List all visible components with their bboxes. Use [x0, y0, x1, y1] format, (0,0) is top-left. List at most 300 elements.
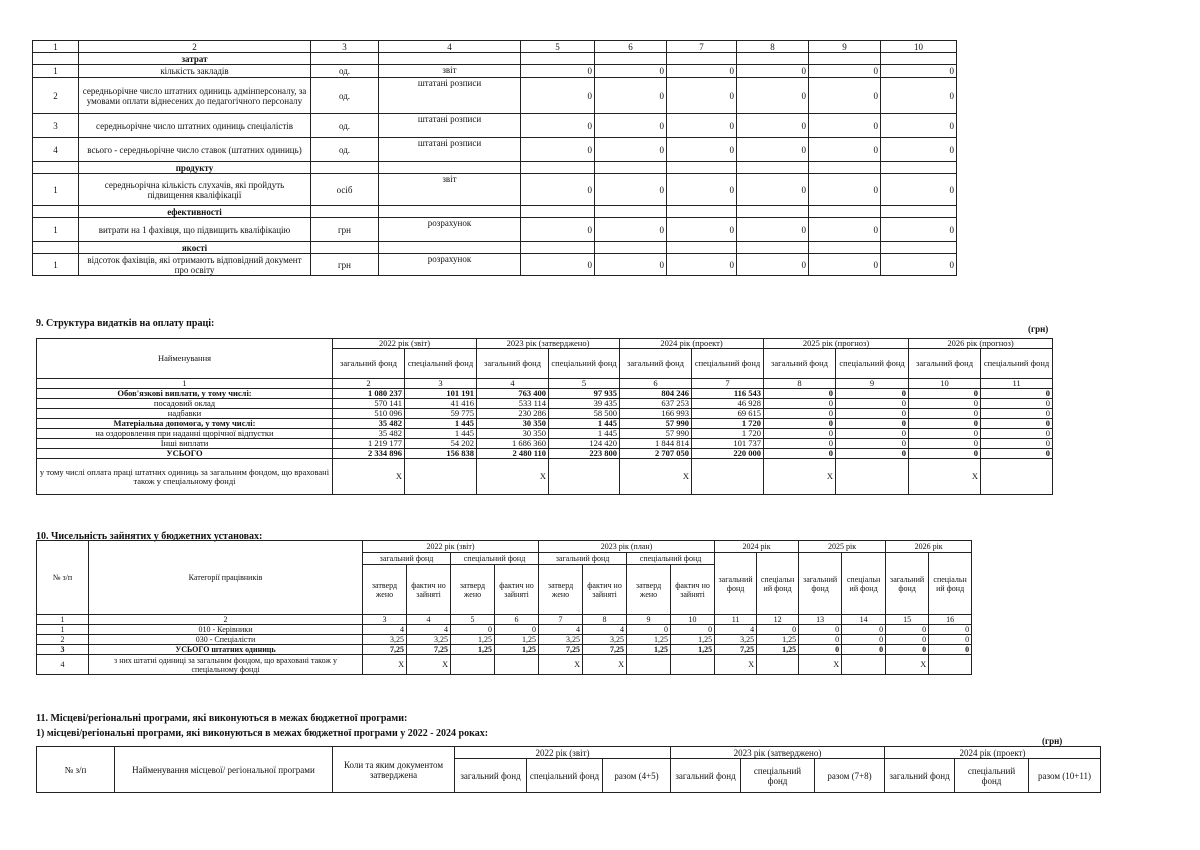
value-cell: 0 [667, 138, 737, 162]
staff-value: 0 [799, 625, 842, 635]
column-number: 13 [799, 615, 842, 625]
empty-cell [667, 53, 737, 65]
amount-cell: 0 [981, 399, 1053, 409]
year-header: 2026 рік [886, 541, 972, 553]
value-cell: 0 [521, 78, 595, 114]
column-number: 4 [407, 615, 451, 625]
staff-value: 0 [886, 645, 929, 655]
amount-cell: 1 219 177 [333, 439, 405, 449]
empty-cell [737, 206, 809, 218]
source: розрахунок [379, 254, 521, 276]
year-header: 2025 рік [799, 541, 886, 553]
mark-cell: X [333, 459, 405, 495]
fund-general-header: загальний фонд [671, 759, 741, 793]
empty-cell [737, 242, 809, 254]
fund-special-header: спеціальний фонд [741, 759, 815, 793]
indicator-name: всього - середньорічне число ставок (штатних одиниць) [79, 138, 311, 162]
staff-row [37, 655, 972, 675]
mark-cell: X [620, 459, 692, 495]
local-programs-table [36, 746, 1101, 793]
value-cell: 0 [809, 218, 881, 242]
mark-cell: X [764, 459, 836, 495]
fund-special-header: спеціальний фонд [981, 349, 1053, 379]
empty-cell [379, 242, 521, 254]
staff-category: 010 - Керівники [89, 625, 363, 635]
section-11-title: 11. Місцеві/регіональні програми, які виконуються в межах бюджетної програми: [36, 713, 408, 724]
staff-value: 0 [842, 635, 886, 645]
amount-cell: 46 928 [692, 399, 764, 409]
actual-header: фактич но зайняті [407, 565, 451, 615]
year-header: 2023 рік (затверджено) [671, 747, 885, 759]
salary-row [37, 439, 1053, 449]
salary-row [37, 409, 1053, 419]
indicator-row [33, 174, 957, 206]
salary-item-name: Матеріальна допомога, у тому числі: [37, 419, 333, 429]
salary-item-name: надбавки [37, 409, 333, 419]
indicators-table-body [33, 41, 957, 276]
sum-header: разом (4+5) [603, 759, 671, 793]
indicators-table [32, 40, 957, 276]
column-number: 11 [981, 379, 1053, 389]
actual-header: фактич но зайняті [495, 565, 539, 615]
column-number: 4 [477, 379, 549, 389]
name-header: Найменування [37, 339, 333, 379]
amount-cell: 1 720 [692, 419, 764, 429]
value-cell: 0 [521, 65, 595, 78]
value-cell: 0 [595, 254, 667, 276]
amount-cell: 0 [764, 419, 836, 429]
column-number: 2 [89, 615, 363, 625]
staff-value: 0 [842, 645, 886, 655]
staff-value: 4 [363, 625, 407, 635]
staff-value: X [886, 655, 929, 675]
amount-cell: 39 435 [549, 399, 620, 409]
unit: грн [311, 218, 379, 242]
header-row [33, 41, 957, 53]
salary-item-name: посадовий оклад [37, 399, 333, 409]
column-number: 2 [333, 379, 405, 389]
column-number: 2 [79, 41, 311, 53]
year-header: 2024 рік [715, 541, 799, 553]
row-number: 1 [33, 218, 79, 242]
staff-value [842, 655, 886, 675]
value-cell: 0 [809, 78, 881, 114]
document-header: Коли та яким документом затверджена [333, 747, 455, 793]
fund-general-header: загальний фонд [333, 349, 405, 379]
staff-value: 1,25 [495, 635, 539, 645]
amount-cell: 0 [764, 439, 836, 449]
empty-cell [881, 162, 957, 174]
gen-fund-short: загальний фонд [715, 553, 757, 615]
column-number: 8 [583, 615, 627, 625]
mark-cell [981, 459, 1053, 495]
salary-item-name: УСЬОГО [37, 449, 333, 459]
source: звіт [379, 174, 521, 206]
year-header: 2025 рік (прогноз) [764, 339, 909, 349]
indicator-name: кількість закладів [79, 65, 311, 78]
empty-cell [595, 162, 667, 174]
value-cell: 0 [737, 174, 809, 206]
column-number: 8 [737, 41, 809, 53]
empty-cell [311, 242, 379, 254]
value-cell: 0 [737, 65, 809, 78]
staff-value: 0 [929, 635, 972, 645]
salary-row [37, 429, 1053, 439]
amount-cell: 637 253 [620, 399, 692, 409]
salary-structure-table [36, 338, 1053, 495]
amount-cell: 1 445 [405, 429, 477, 439]
value-cell: 0 [881, 218, 957, 242]
empty-cell [33, 53, 79, 65]
staff-value: 1,25 [757, 645, 799, 655]
amount-cell: 0 [981, 449, 1053, 459]
amount-cell: 156 838 [405, 449, 477, 459]
value-cell: 0 [881, 65, 957, 78]
section-header-row [33, 162, 957, 174]
fund-general-header: загальний фонд [455, 759, 527, 793]
salary-note-row [37, 459, 1053, 495]
amount-cell: 2 334 896 [333, 449, 405, 459]
column-number: 6 [620, 379, 692, 389]
staff-value [757, 655, 799, 675]
amount-cell: 0 [764, 399, 836, 409]
staff-table-body [37, 541, 972, 675]
value-cell: 0 [809, 138, 881, 162]
amount-cell: 0 [981, 389, 1053, 399]
fund-special-header: спеціальний фонд [692, 349, 764, 379]
sum-header: разом (10+11) [1029, 759, 1101, 793]
empty-cell [595, 242, 667, 254]
column-number: 6 [495, 615, 539, 625]
row-number: 2 [33, 78, 79, 114]
column-number: 12 [757, 615, 799, 625]
value-cell: 0 [881, 138, 957, 162]
mark-cell: X [477, 459, 549, 495]
staff-value: 1,25 [757, 635, 799, 645]
row-number: 3 [37, 645, 89, 655]
column-number: 16 [929, 615, 972, 625]
column-number: 1 [33, 41, 79, 53]
staff-category: УСЬОГО штатних одиниць [89, 645, 363, 655]
column-number-row [37, 379, 1053, 389]
amount-cell: 30 350 [477, 419, 549, 429]
fund-special-header: спеціальний фонд [527, 759, 603, 793]
approved-header: затверд жено [451, 565, 495, 615]
column-number: 10 [671, 615, 715, 625]
fund-general-header: загальний фонд [539, 553, 627, 565]
source: штатані розписи [379, 138, 521, 162]
value-cell: 0 [667, 218, 737, 242]
amount-cell: 57 990 [620, 419, 692, 429]
amount-cell: 763 400 [477, 389, 549, 399]
fund-special-header: спеціальний фонд [836, 349, 909, 379]
row-number: 1 [33, 254, 79, 276]
staff-value: 1,25 [627, 635, 671, 645]
unit: осіб [311, 174, 379, 206]
amount-cell: 230 286 [477, 409, 549, 419]
empty-cell [667, 242, 737, 254]
value-cell: 0 [881, 174, 957, 206]
amount-cell: 0 [836, 389, 909, 399]
gen-fund-short: загальний фонд [799, 553, 842, 615]
staff-value [929, 655, 972, 675]
row-number: 1 [33, 174, 79, 206]
value-cell: 0 [667, 254, 737, 276]
indicator-name: витрати на 1 фахівця, що підвищить кваліфікацію [79, 218, 311, 242]
sum-header: разом (7+8) [815, 759, 885, 793]
value-cell: 0 [809, 174, 881, 206]
value-cell: 0 [667, 65, 737, 78]
value-cell: 0 [595, 218, 667, 242]
staff-value: 3,25 [407, 635, 451, 645]
salary-item-name: Обов'язкові виплати, у тому числі: [37, 389, 333, 399]
staff-value: 0 [627, 625, 671, 635]
amount-cell: 0 [909, 409, 981, 419]
unit: од. [311, 65, 379, 78]
amount-cell: 0 [836, 429, 909, 439]
source: звіт [379, 65, 521, 78]
section-title: затрат [79, 53, 311, 65]
year-header: 2024 рік (проект) [620, 339, 764, 349]
column-number: 5 [521, 41, 595, 53]
staff-value: X [407, 655, 451, 675]
staff-value: 0 [799, 645, 842, 655]
gen-fund-short: загальний фонд [886, 553, 929, 615]
year-header: 2022 рік (звіт) [333, 339, 477, 349]
empty-cell [33, 162, 79, 174]
value-cell: 0 [521, 218, 595, 242]
fund-special-header: спеціальний фонд [627, 553, 715, 565]
staff-category: з них штатні одиниці за загальним фондом, що враховані також у спеціальному фонді [89, 655, 363, 675]
approved-header: затверд жено [363, 565, 407, 615]
empty-cell [379, 53, 521, 65]
staff-value: 1,25 [451, 635, 495, 645]
value-cell: 0 [809, 65, 881, 78]
value-cell: 0 [881, 78, 957, 114]
column-number: 15 [886, 615, 929, 625]
mark-cell: X [909, 459, 981, 495]
value-cell: 0 [737, 78, 809, 114]
amount-cell: 0 [836, 399, 909, 409]
amount-cell: 166 993 [620, 409, 692, 419]
staff-value: X [363, 655, 407, 675]
section-header-row [33, 53, 957, 65]
fund-general-header: загальний фонд [477, 349, 549, 379]
year-header: 2023 рік (план) [539, 541, 715, 553]
amount-cell: 0 [909, 429, 981, 439]
spec-fund-short: спеціальн ий фонд [929, 553, 972, 615]
staff-value: 3,25 [363, 635, 407, 645]
empty-cell [667, 162, 737, 174]
fund-special-header: спеціальний фонд [405, 349, 477, 379]
salary-row [37, 389, 1053, 399]
amount-cell: 35 482 [333, 429, 405, 439]
amount-cell: 35 482 [333, 419, 405, 429]
value-cell: 0 [595, 138, 667, 162]
section-10-title: 10. Чисельність зайнятих у бюджетних установах: [36, 531, 263, 542]
empty-cell [33, 242, 79, 254]
row-number: 2 [37, 635, 89, 645]
column-number: 9 [809, 41, 881, 53]
staff-value: 0 [886, 635, 929, 645]
salary-item-name: Інші виплати [37, 439, 333, 449]
amount-cell: 101 737 [692, 439, 764, 449]
column-number: 7 [692, 379, 764, 389]
column-number: 6 [595, 41, 667, 53]
unit: грн [311, 254, 379, 276]
column-number: 4 [379, 41, 521, 53]
staff-value: X [715, 655, 757, 675]
indicator-row [33, 254, 957, 276]
amount-cell: 0 [909, 449, 981, 459]
amount-cell: 0 [764, 409, 836, 419]
amount-cell: 0 [981, 409, 1053, 419]
section-11-subtitle: 1) місцеві/регіональні програми, які виконуються в межах бюджетної програми у 2022 - 2024 роках: [36, 728, 489, 739]
program-name-header: Найменування місцевої/ регіональної програми [115, 747, 333, 793]
staff-value: 4 [407, 625, 451, 635]
indicator-name: середньорічна кількість слухачів, які пройдуть підвищення кваліфікації [79, 174, 311, 206]
column-number-row [37, 615, 972, 625]
value-cell: 0 [737, 114, 809, 138]
value-cell: 0 [667, 78, 737, 114]
value-cell: 0 [595, 114, 667, 138]
fund-special-header: спеціальний фонд [549, 349, 620, 379]
fund-general-header: загальний фонд [909, 349, 981, 379]
value-cell: 0 [521, 114, 595, 138]
fund-special-header: спеціальний фонд [451, 553, 539, 565]
amount-cell: 2 707 050 [620, 449, 692, 459]
amount-cell: 1 844 814 [620, 439, 692, 449]
amount-cell: 0 [836, 409, 909, 419]
staff-value: 1,25 [671, 635, 715, 645]
section-title: якості [79, 242, 311, 254]
staff-value: 7,25 [539, 645, 583, 655]
empty-cell [595, 53, 667, 65]
mark-cell [692, 459, 764, 495]
staff-value: 7,25 [363, 645, 407, 655]
amount-cell: 0 [981, 429, 1053, 439]
approved-header: затверд жено [539, 565, 583, 615]
indicator-name: середньорічне число штатних одиниць адмінперсоналу, за умовами оплати віднесених до педагогічного персоналу [79, 78, 311, 114]
indicator-row [33, 65, 957, 78]
staff-value: 3,25 [539, 635, 583, 645]
amount-cell: 570 141 [333, 399, 405, 409]
amount-cell: 0 [909, 399, 981, 409]
amount-cell: 57 990 [620, 429, 692, 439]
fund-general-header: загальний фонд [363, 553, 451, 565]
fund-general-header: загальний фонд [620, 349, 692, 379]
amount-cell: 1 686 360 [477, 439, 549, 449]
amount-cell: 0 [836, 419, 909, 429]
amount-cell: 223 800 [549, 449, 620, 459]
staff-value: 1,25 [451, 645, 495, 655]
amount-cell: 804 246 [620, 389, 692, 399]
fund-general-header: загальний фонд [885, 759, 955, 793]
empty-cell [311, 206, 379, 218]
mark-cell [405, 459, 477, 495]
empty-cell [737, 53, 809, 65]
column-number: 1 [37, 379, 333, 389]
empty-cell [311, 53, 379, 65]
amount-cell: 124 420 [549, 439, 620, 449]
value-cell: 0 [595, 65, 667, 78]
amount-cell: 69 615 [692, 409, 764, 419]
value-cell: 0 [521, 174, 595, 206]
num-header: № з/п [37, 747, 115, 793]
column-number: 14 [842, 615, 886, 625]
amount-cell: 116 543 [692, 389, 764, 399]
value-cell: 0 [521, 138, 595, 162]
salary-item-name: на оздоровлення при наданні щорічної відпустки [37, 429, 333, 439]
source: штатані розписи [379, 114, 521, 138]
amount-cell: 30 350 [477, 429, 549, 439]
empty-cell [379, 162, 521, 174]
staff-value: 4 [715, 625, 757, 635]
approved-header: затверд жено [627, 565, 671, 615]
fund-general-header: загальний фонд [764, 349, 836, 379]
value-cell: 0 [737, 138, 809, 162]
column-number: 10 [881, 41, 957, 53]
amount-cell: 54 202 [405, 439, 477, 449]
empty-cell [809, 162, 881, 174]
value-cell: 0 [595, 174, 667, 206]
amount-cell: 0 [836, 439, 909, 449]
category-header: Категорії працівників [89, 541, 363, 615]
spec-fund-short: спеціальн ий фонд [757, 553, 799, 615]
amount-cell: 1 445 [549, 429, 620, 439]
salary-row [37, 449, 1053, 459]
row-number: 4 [37, 655, 89, 675]
value-cell: 0 [737, 254, 809, 276]
year-header: 2026 рік (прогноз) [909, 339, 1053, 349]
staff-value: 3,25 [715, 635, 757, 645]
staff-value: 3,25 [583, 635, 627, 645]
staff-value: 0 [451, 625, 495, 635]
section-title: продукту [79, 162, 311, 174]
year-header: 2022 рік (звіт) [455, 747, 671, 759]
section-9-unit: (грн) [1028, 324, 1049, 334]
row-number: 1 [37, 625, 89, 635]
empty-cell [881, 242, 957, 254]
staff-value: 0 [929, 625, 972, 635]
salary-note-name: у тому числі оплата праці штатних одиниць за загальним фондом, що враховані також у спеціальному фонді [37, 459, 333, 495]
staff-value: 0 [886, 625, 929, 635]
staff-row [37, 625, 972, 635]
value-cell: 0 [809, 254, 881, 276]
section-9-title: 9. Структура видатків на оплату праці: [36, 318, 215, 329]
staff-value: 1,25 [495, 645, 539, 655]
staff-value: 0 [671, 625, 715, 635]
value-cell: 0 [809, 114, 881, 138]
staff-value [627, 655, 671, 675]
value-cell: 0 [667, 174, 737, 206]
amount-cell: 101 191 [405, 389, 477, 399]
amount-cell: 97 935 [549, 389, 620, 399]
staff-value: 7,25 [407, 645, 451, 655]
staff-value: X [799, 655, 842, 675]
row-number: 1 [33, 65, 79, 78]
staff-value: 7,25 [715, 645, 757, 655]
empty-cell [809, 53, 881, 65]
indicator-row [33, 114, 957, 138]
unit: од. [311, 78, 379, 114]
amount-cell: 0 [909, 389, 981, 399]
empty-cell [881, 206, 957, 218]
column-number: 9 [627, 615, 671, 625]
value-cell: 0 [737, 218, 809, 242]
empty-cell [379, 206, 521, 218]
indicator-name: середньорічне число штатних одиниць спеціалістів [79, 114, 311, 138]
